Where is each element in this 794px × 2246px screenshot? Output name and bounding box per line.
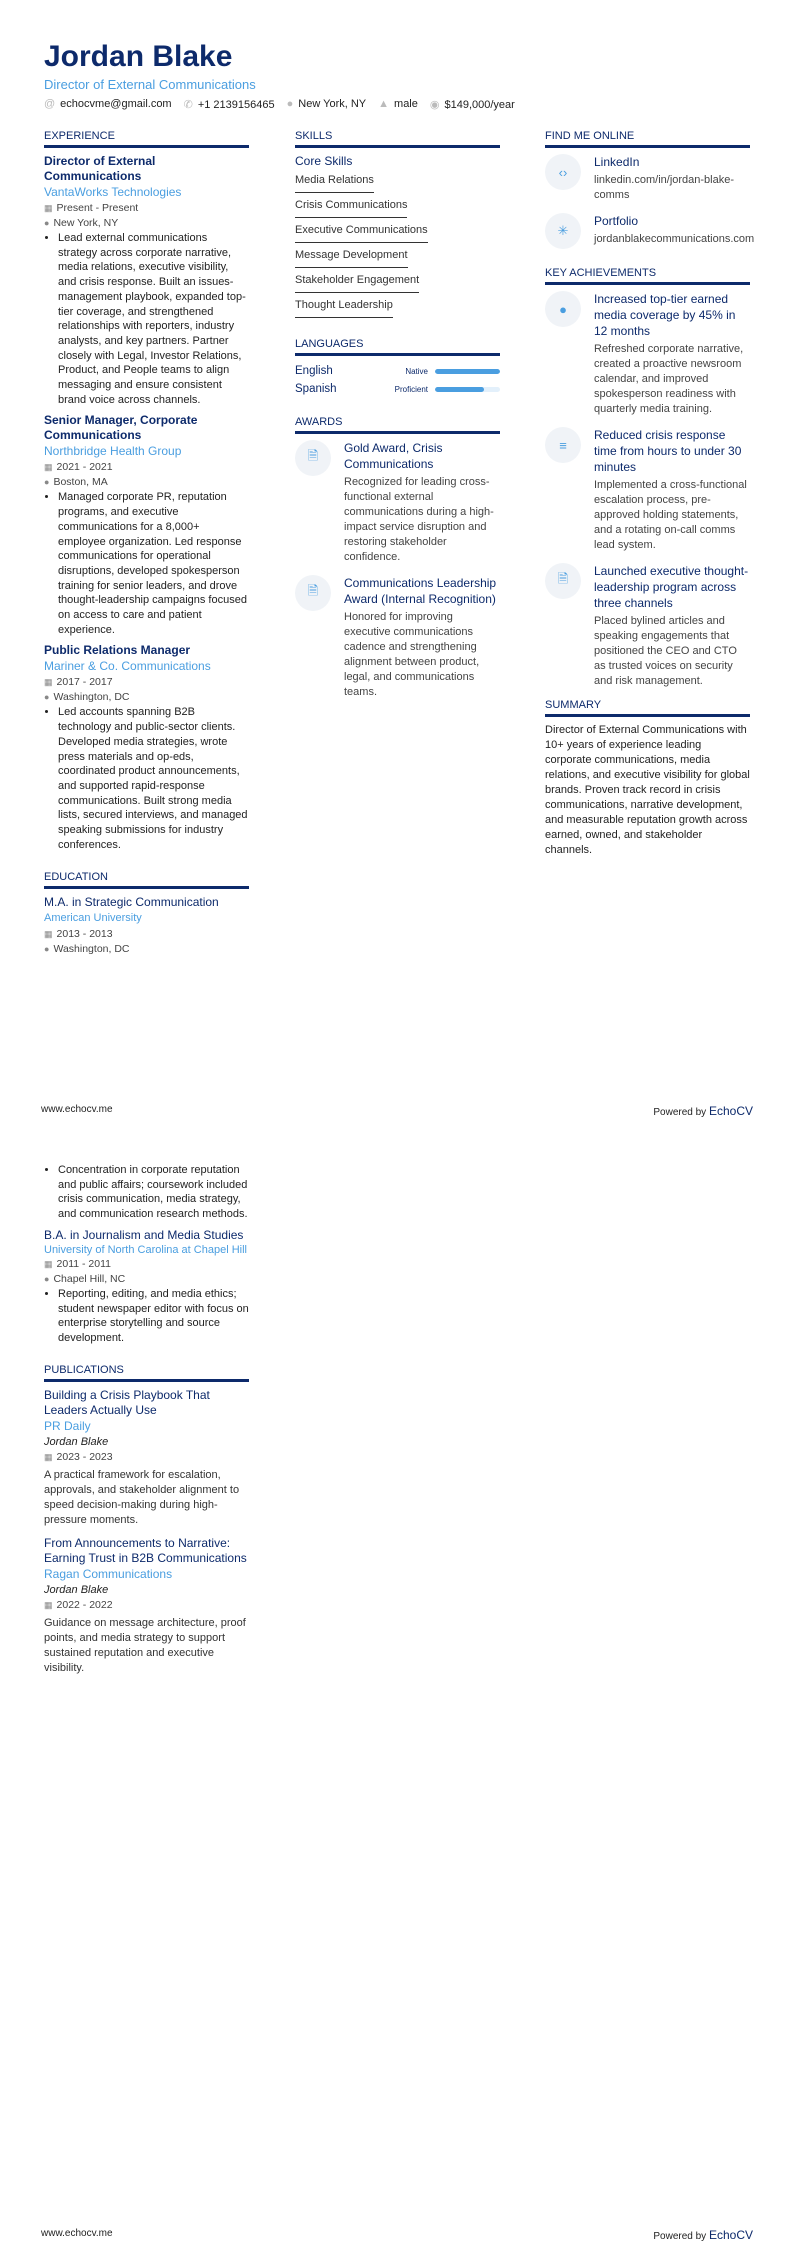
footer-site-link[interactable]: www.echocv.me <box>41 1104 113 1115</box>
publication-item <box>44 1536 249 1676</box>
calendar-icon: ▦ <box>44 677 53 688</box>
candidate-title: Director of External Communications <box>44 77 256 92</box>
contact-location <box>287 98 367 111</box>
degree: B.A. in Journalism and Media Studies <box>44 1227 244 1242</box>
document-icon: 🗎 <box>295 575 331 611</box>
awards-heading: AWARDS <box>295 416 500 434</box>
language-name: English <box>295 365 333 377</box>
online-item[interactable] <box>545 154 750 203</box>
footer-site-link[interactable]: www.echocv.me <box>41 2228 113 2239</box>
location-icon: ● <box>44 218 50 228</box>
email-text: echocvme@gmail.com <box>60 98 172 110</box>
code-icon: ‹› <box>545 154 581 190</box>
location: ● Washington, DC <box>44 691 130 704</box>
skill-item: Thought Leadership <box>295 295 393 318</box>
calendar-icon: ▦ <box>44 1599 53 1610</box>
bullet: • Managed corporate PR, reputation programs, and executive communications for a 8,000+ employee organization. Led response communications for operational disruptions, developed spokesperson training for senior leaders, and drove thought-leadership campaigns focused on access to care and patient experience. <box>58 490 249 637</box>
publication-item <box>44 1388 249 1528</box>
bullet: • Led accounts spanning B2B technology and public-sector clients. Developed media strategies, wrote press materials and op-eds, coordinated product announcements, and supported rapid-response communications. Built strong media lists, secured interviews, and managed speaking submissions for industry conferences. <box>58 705 249 852</box>
location-icon: ● <box>44 943 50 954</box>
achievement-item <box>545 563 750 689</box>
portfolio-link[interactable]: jordanblakecommunications.com <box>594 233 755 245</box>
dates: ▦ 2022 - 2022 <box>44 1598 113 1611</box>
menu-icon: ≡ <box>545 427 581 463</box>
skills-heading: SKILLS <box>295 130 500 148</box>
dates: ▦ 2023 - 2023 <box>44 1450 113 1463</box>
brand-logo: EchoCV <box>708 2228 753 2242</box>
experience-heading: EXPERIENCE <box>44 130 249 148</box>
language-level: Proficient <box>394 384 428 394</box>
sparkle-icon: ✳ <box>545 213 581 249</box>
skill-item: Stakeholder Engagement <box>295 270 419 293</box>
job-title: Director of External Communications <box>44 154 156 183</box>
powered-by: Powered by EchoCV <box>653 2228 753 2242</box>
job-title: Senior Manager, Corporate Communications <box>44 413 198 443</box>
contact-salary <box>430 98 515 111</box>
dates: ▦ Present - Present <box>44 202 139 214</box>
publications-heading: PUBLICATIONS <box>44 1364 249 1382</box>
achievement-title: Reduced crisis response time from hours to under 30 minutes <box>594 428 742 474</box>
summary-heading: SUMMARY <box>545 699 750 717</box>
candidate-name: Jordan Blake <box>44 40 233 73</box>
publisher: Ragan Communications <box>44 1566 173 1581</box>
location: ● Washington, DC <box>44 942 130 955</box>
achievement-title: Increased top-tier earned media coverage by 45% in 12 months <box>594 292 736 338</box>
achievement-title: Launched executive thought-leadership program across three channels <box>594 564 749 610</box>
salary-icon: ◉ <box>429 99 440 111</box>
chat-icon: ● <box>545 291 581 327</box>
left-column <box>44 130 249 957</box>
award-title: Communications Leadership Award (Internal Recognition) <box>344 576 497 606</box>
document-icon: 🗎 <box>545 563 581 599</box>
language-level: Native <box>405 366 428 376</box>
education-item <box>44 1228 249 1346</box>
dates: ▦ 2011 - 2011 <box>44 1257 112 1270</box>
footer <box>41 2228 753 2242</box>
skill-group-title: Core Skills <box>295 154 353 168</box>
achievement-description: Placed bylined articles and speaking engagements that positioned the CEO and CTO as trusted voices on security and risk management. <box>594 615 737 687</box>
company: Northbridge Health Group <box>44 444 182 459</box>
language-item <box>295 362 500 380</box>
calendar-icon: ▦ <box>44 1258 53 1269</box>
award-title: Gold Award, Crisis Communications <box>344 441 443 471</box>
award-description: Recognized for leading cross-functional external communications during a high-impact service disruption and restoring stakeholder confidence. <box>344 476 494 563</box>
location-text: New York, NY <box>298 98 367 110</box>
location-icon: ● <box>286 98 294 110</box>
page-2 <box>0 1123 794 2246</box>
award-item <box>295 575 500 700</box>
language-name: Spanish <box>295 383 337 395</box>
company: VantaWorks Technologies <box>44 185 182 199</box>
dates: ▦ 2021 - 2021 <box>44 461 113 474</box>
skill-item: Executive Communications <box>295 220 428 243</box>
online-item[interactable] <box>545 213 755 249</box>
user-icon: ▲ <box>378 98 390 110</box>
calendar-icon: ▦ <box>44 928 53 939</box>
linkedin-link[interactable]: linkedin.com/in/jordan-blake-comms <box>594 174 735 201</box>
skills-list <box>295 170 500 320</box>
salary-text: $149,000/year <box>444 99 515 111</box>
powered-by: Powered by EchoCV <box>653 1104 753 1118</box>
bullet: • Concentration in corporate reputation and public affairs; coursework included crisis communication, media strategy, and communication research methods. <box>58 1163 249 1222</box>
skill-item: Media Relations <box>295 170 374 193</box>
publisher: PR Daily <box>44 1418 91 1433</box>
bullet: • Reporting, editing, and media ethics; student newspaper editor with focus on enterprise storytelling and source development. <box>58 1287 249 1346</box>
award-description: Honored for improving executive communications cadence and strengthening alignment between product, legal, and communications teams. <box>344 611 480 698</box>
achievements-heading: KEY ACHIEVEMENTS <box>545 267 750 285</box>
location: ● New York, NY <box>44 217 119 229</box>
school: University of North Carolina at Chapel Hill <box>44 1243 247 1256</box>
publication-description: Guidance on message architecture, proof points, and media strategy to support sustained reputation and executive visibility. <box>44 1616 246 1674</box>
phone-text: +1 2139156465 <box>197 99 275 111</box>
footer <box>41 1104 753 1118</box>
right-column <box>545 130 755 858</box>
dates: ▦ 2017 - 2017 <box>44 676 113 689</box>
calendar-icon: ▦ <box>44 203 53 213</box>
education-item <box>44 895 249 957</box>
phone-icon: ✆ <box>183 99 193 111</box>
skill-item: Message Development <box>295 245 408 268</box>
degree: M.A. in Strategic Communication <box>44 894 219 909</box>
job-title: Public Relations Manager <box>44 643 191 658</box>
online-heading: FIND ME ONLINE <box>545 130 750 148</box>
document-icon: 🗎 <box>295 440 331 476</box>
publication-title: From Announcements to Narrative: Earning Trust in B2B Communications <box>44 1535 247 1565</box>
online-label: Portfolio <box>594 214 639 228</box>
summary-text: Director of External Communications with 10+ years of experience leading corporate communications, media relations, and executive visibility for global brands. Proven track record in crisis communications, narrative development, and measurable reputation growth across earned, owned, and stakeholder channels. <box>545 724 750 856</box>
contact-phone <box>184 98 275 111</box>
achievement-item <box>545 427 750 553</box>
publication-title: Building a Crisis Playbook That Leaders Actually Use <box>44 1387 210 1417</box>
author: Jordan Blake <box>44 1583 109 1596</box>
proficiency-bar <box>435 369 500 374</box>
middle-column <box>295 130 500 710</box>
location-icon: ● <box>44 1273 50 1284</box>
author: Jordan Blake <box>44 1435 109 1448</box>
skill-item: Crisis Communications <box>295 195 407 218</box>
publication-description: A practical framework for escalation, approvals, and stakeholder alignment to speed decision-making during high-pressure moments. <box>44 1468 240 1526</box>
gender-text: male <box>394 98 418 110</box>
company: Mariner & Co. Communications <box>44 659 211 674</box>
location-icon: ● <box>44 692 50 703</box>
dates: ▦ 2013 - 2013 <box>44 927 113 940</box>
language-item <box>295 380 500 398</box>
experience-item <box>44 154 249 407</box>
languages-heading: LANGUAGES <box>295 338 500 356</box>
calendar-icon: ▦ <box>44 1451 53 1462</box>
experience-item <box>44 643 249 852</box>
school: American University <box>44 911 142 924</box>
contact-row <box>44 98 515 111</box>
proficiency-bar <box>435 387 500 392</box>
languages-list <box>295 362 500 398</box>
location: ● Boston, MA <box>44 476 108 489</box>
achievement-item <box>545 291 750 417</box>
experience-item <box>44 413 249 637</box>
education-heading: EDUCATION <box>44 871 249 889</box>
location-icon: ● <box>44 477 50 488</box>
left-column-continued <box>44 1163 249 1684</box>
contact-email <box>44 98 172 111</box>
bullet: • Lead external communications strategy across corporate narrative, media relations, executive visibility, and crisis response. Built an issues-management playbook, expanded top-tier coverage, and strengthened relationships with reporters, industry analysts, and key partners. Partner closely with Legal, Investor Relations, Product, and People teams to align messaging and ensure consistent brand voice across channels. <box>58 231 249 407</box>
location: ● Chapel Hill, NC <box>44 1272 126 1285</box>
achievement-description: Refreshed corporate narrative, created a proactive newsroom calendar, and improved spokesperson readiness with quarterly media training. <box>594 343 744 415</box>
achievement-description: Implemented a cross-functional escalation process, pre-approved holding statements, and a rotating on-call comms lead system. <box>594 479 747 551</box>
award-item <box>295 440 500 565</box>
at-icon: @ <box>44 98 56 110</box>
contact-gender <box>378 98 418 111</box>
online-label: LinkedIn <box>594 155 640 169</box>
brand-logo: EchoCV <box>708 1104 753 1118</box>
calendar-icon: ▦ <box>44 462 53 473</box>
